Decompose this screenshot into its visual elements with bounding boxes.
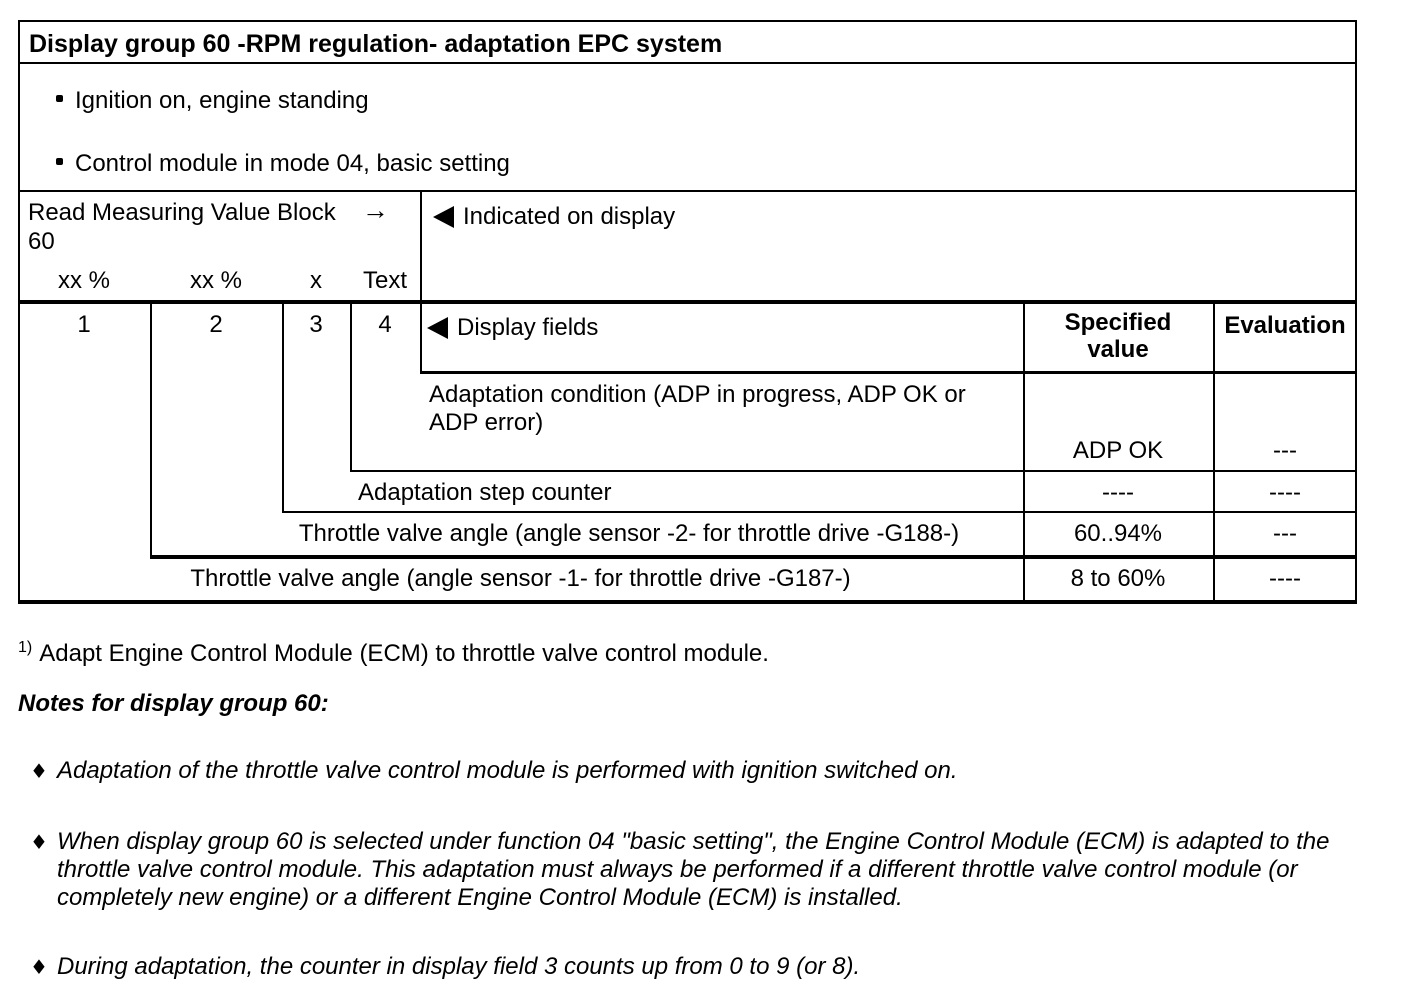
vline-readblock-divider (420, 190, 422, 374)
diamond-bullet-icon: ♦ (30, 759, 48, 783)
condition-item: Ignition on, engine standing (75, 87, 369, 114)
note-item (30, 828, 1329, 912)
line-header-bottom-thick (18, 300, 1357, 304)
line-row3-bottom-thick (150, 555, 1357, 559)
specified-value-cell: 60..94% (1073, 520, 1163, 547)
unit-label-col2: xx % (189, 267, 242, 294)
read-block-line2: 60 (28, 228, 55, 255)
diamond-bullet-icon: ♦ (30, 955, 48, 979)
line-fields-row-bottom (420, 371, 1357, 374)
display-fields-label: Display fields (457, 314, 599, 341)
field-number-1: 1 (77, 311, 91, 338)
table-border-bottom (18, 600, 1357, 604)
unit-label-col4: Text (362, 267, 407, 294)
bullet-dot-icon (56, 95, 63, 102)
indicated-on-display-label: Indicated on display (463, 203, 676, 230)
right-arrow-icon: → (362, 195, 389, 225)
line-title-bottom (18, 62, 1357, 64)
unit-label-col1: xx % (57, 267, 110, 294)
footnote-text: Adapt Engine Control Module (ECM) to throttle valve control module. (39, 640, 769, 667)
footnote (18, 635, 769, 667)
evaluation-cell: --- (1273, 520, 1297, 547)
field-number-3: 3 (309, 311, 323, 338)
note-text-line3: completely new engine) or a different Engine Control Module (ECM) is installed. (57, 884, 903, 911)
notes-heading: Notes for display group 60: (18, 690, 329, 717)
display-fields-row (427, 314, 598, 342)
note-text: During adaptation, the counter in display field 3 counts up from 0 to 9 (or 8). (57, 953, 861, 980)
row-description: Throttle valve angle (angle sensor -2- for throttle drive -G188-) (298, 520, 960, 547)
field-number-2: 2 (209, 311, 223, 338)
evaluation-cell: ---- (1269, 479, 1301, 506)
specified-value-cell: ADP OK (1072, 437, 1164, 464)
evaluation-cell: --- (1273, 437, 1297, 464)
evaluation-cell: ---- (1269, 565, 1301, 592)
read-block-line1: Read Measuring Value Block (28, 199, 336, 226)
specified-value-cell: 8 to 60% (1070, 565, 1166, 592)
note-text-line1: When display group 60 is selected under function 04 "basic setting", the Engine Control Module (ECM) is adapted to the (57, 828, 1330, 855)
line-row1-bottom (350, 470, 1357, 472)
read-block-label (28, 198, 336, 256)
column-header-specified-value: Specified value (1064, 309, 1172, 363)
note-text-line2: throttle valve control module. This adaptation must always be performed if a different throttle valve control module (or (57, 856, 1298, 883)
note-item (30, 757, 958, 785)
footnote-marker: 1) (18, 639, 33, 656)
field-number-4: 4 (378, 311, 392, 338)
note-text (57, 828, 1329, 912)
diamond-bullet-icon: ♦ (30, 830, 48, 854)
note-item (30, 953, 860, 981)
left-pointer-icon (427, 317, 448, 339)
condition-item: Control module in mode 04, basic setting (75, 150, 510, 177)
row-description-line1: Adaptation condition (ADP in progress, ADP OK or (429, 381, 966, 408)
row-description-line2: ADP error) (429, 409, 544, 436)
line-row2-bottom (282, 511, 1357, 513)
table-border-right (1355, 20, 1357, 604)
line-conditions-bottom (18, 190, 1357, 192)
row-description (429, 381, 966, 437)
left-pointer-icon (433, 206, 454, 228)
table-border-top (18, 20, 1357, 22)
column-header-evaluation: Evaluation (1224, 312, 1346, 339)
bullet-dot-icon (56, 158, 63, 165)
note-text: Adaptation of the throttle valve control module is performed with ignition switched on. (57, 757, 958, 784)
row-description: Throttle valve angle (angle sensor -1- for throttle drive -G187-) (190, 565, 851, 592)
specified-value-cell: ---- (1102, 479, 1134, 506)
page-title: Display group 60 -RPM regulation- adaptation EPC system (29, 30, 723, 58)
row-description: Adaptation step counter (358, 479, 612, 506)
indicated-on-display-row (433, 203, 675, 231)
unit-label-col3: x (310, 267, 322, 294)
